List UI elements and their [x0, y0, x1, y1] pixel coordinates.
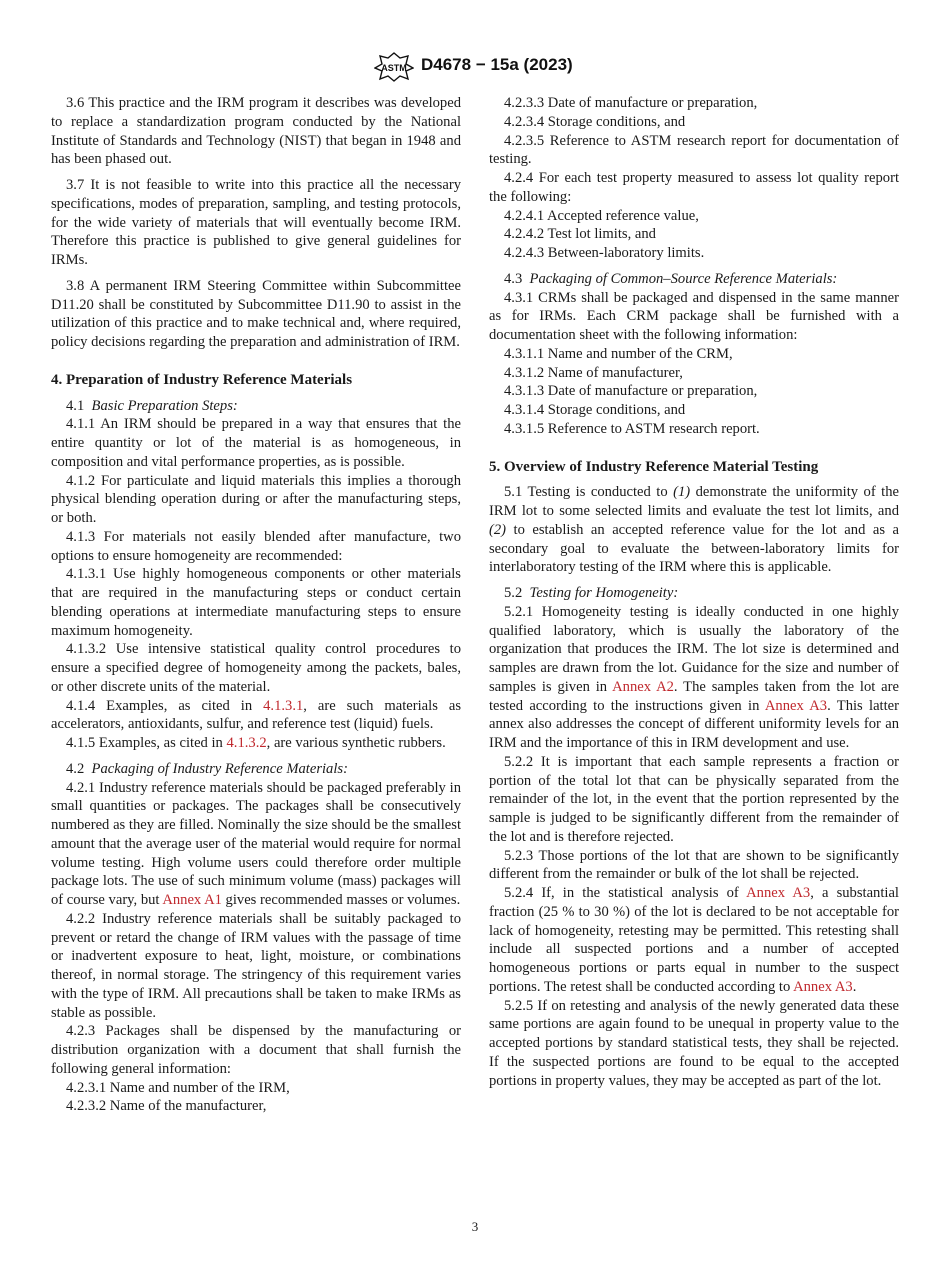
- paragraph-4-1-5: 4.1.5 Examples, as cited in 4.1.3.2, are various synthetic rubbers.: [66, 735, 446, 751]
- document-designation: D4678 − 15a (2023): [421, 55, 573, 74]
- paragraph-4-2-3: 4.2.3 Packages shall be dispensed by the manufacturing or distribution organization with a document that shall furnish the following general information:: [51, 1023, 461, 1077]
- page-number: 3: [471, 1219, 479, 1234]
- paragraph-4-3-1-4: 4.3.1.4 Storage conditions, and: [504, 402, 686, 418]
- paragraph-4-1-3: 4.1.3 For materials not easily blended after manufacture, two options to ensure homogeneity are recommended:: [51, 528, 461, 564]
- paragraph-4-2-3-5: 4.2.3.5 Reference to ASTM research report for documentation of testing.: [489, 132, 899, 168]
- paragraph-4-1-3-1: 4.1.3.1 Use highly homogeneous components or other materials that are required in the manufacturing steps or conduct certain blending operations at intermediate manufacturing steps to ensure maximum homogeneity.: [51, 566, 461, 639]
- paragraph-4-1-4: 4.1.4 Examples, as cited in 4.1.3.1, are such materials as accelerators, antioxidants, sulfur, and reference test (liquid) fuels.: [51, 697, 462, 733]
- paragraph-4-2-4-2: 4.2.4.2 Test lot limits, and: [504, 226, 656, 243]
- paragraph-4-2-3-3: 4.2.3.3 Date of manufacture or preparation,: [504, 95, 758, 111]
- paragraph-4-2-4: 4.2.4 For each test property measured to assess lot quality report the following:: [489, 170, 899, 205]
- link-annex-a1[interactable]: Annex A1: [162, 892, 222, 908]
- paragraph-5-2-2: 5.2.2 It is important that each sample represents a fraction or portion of the total lot that can be physically separated from the remainder of the lot, in the event that the portion represented by the sample is judged to be significantly different from the remainder of the lot and is therefore rejected.: [489, 753, 899, 845]
- paragraph-4-2-3-2: 4.2.3.2 Name of the manufacturer,: [66, 1098, 267, 1115]
- paragraph-4-1-1: 4.1.1 An IRM should be prepared in a way that ensures that the entire quantity or lot of the material is as homogeneous, in composition and vital performance properties, as is possible.: [51, 416, 461, 470]
- section-5-heading: 5. Overview of Industry Reference Material Testing: [489, 458, 819, 475]
- paragraph-4-2: 4.2 Packaging of Industry Reference Materials:: [66, 760, 348, 777]
- paragraph-5-2-3: 5.2.3 Those portions of the lot that are shown to be significantly different from the remainder or bulk of the lot shall be rejected.: [489, 847, 899, 883]
- section-4-heading: 4. Preparation of Industry Reference Materials: [51, 371, 353, 388]
- paragraph-4-3: 4.3 Packaging of Common–Source Reference Materials:: [504, 270, 838, 287]
- right-column: [489, 94, 899, 1090]
- paragraph-4-2-3-1: 4.2.3.1 Name and number of the IRM,: [66, 1079, 290, 1096]
- link-annex-a3[interactable]: Annex A3: [764, 697, 828, 714]
- paragraph-4-2-4-1: 4.2.4.1 Accepted reference value,: [504, 207, 699, 224]
- paragraph-4-3-1-2: 4.3.1.2 Name of manufacturer,: [504, 364, 683, 381]
- paragraph-4-1-3-2: 4.1.3.2 Use intensive statistical quality control procedures to ensure a specified degree of homogeneity among the packets, bales, or other discrete units of the material.: [51, 641, 461, 695]
- page-header: [0, 52, 950, 86]
- paragraph-4-1-2: 4.1.2 For particulate and liquid materials this implies a thorough physical blending operation during or after the manufacturing steps, or both.: [51, 472, 461, 526]
- paragraph-5-2-1: 5.2.1 Homogeneity testing is ideally conducted in one highly qualified laboratory, which is usually the laboratory of the organization that produces the IRM. The lot size is determined and samples are drawn from the lot. Guidance for the size and number of samples is given in Annex A2. The samples taken from the lot are tested according to the instructions given in Annex A3. This latter annex also addresses the concept of different uniformity levels for an IRM and the importance of this in IRM development and use.: [489, 603, 899, 751]
- left-column: [51, 94, 461, 1116]
- paragraph-4-1: 4.1 Basic Preparation Steps:: [66, 397, 238, 414]
- link-annex-a3[interactable]: Annex A3: [793, 978, 853, 995]
- link-annex-a3[interactable]: Annex A3: [746, 885, 811, 901]
- paragraph-3-8: 3.8 A permanent IRM Steering Committee within Subcommittee D11.20 shall be constituted by Subcommittee D11.90 to assist in the utilization of this practice and to make technical and, where required, policy decisions regarding the preparation and administration of IRM.: [51, 277, 461, 350]
- paragraph-3-7: 3.7 It is not feasible to write into this practice all the necessary specifications, modes of preparation, sampling, and testing protocols, for the wide variety of materials that will eventually become IRM. Therefore this practice is published to give general guidelines for IRMs.: [51, 177, 461, 268]
- paragraph-5-1: 5.1 Testing is conducted to (1) demonstrate the uniformity of the IRM lot to some selected limits and evaluate the test lot limits, and (2) to establish an accepted reference value for the lot and as a secondary goal to evaluate the between-laboratory limits for interlaboratory testing of the IRM where this is applicable.: [489, 484, 899, 576]
- logo-text: ASTM: [381, 63, 407, 73]
- link-4-1-3-2[interactable]: 4.1.3.2: [226, 735, 267, 751]
- astm-logo-icon: [374, 52, 414, 82]
- link-4-1-3-1[interactable]: 4.1.3.1: [263, 697, 304, 714]
- paragraph-4-2-3-4: 4.2.3.4 Storage conditions, and: [504, 113, 686, 130]
- paragraph-4-3-1-1: 4.3.1.1 Name and number of the CRM,: [504, 345, 733, 362]
- paragraph-4-2-1: 4.2.1 Industry reference materials should be packaged preferably in small quantities or packages. The packages shall be consecutively numbered as they are filled. Nominally the size should be the smallest amount that the average user of the material would require for normal volume testing. High volume users could therefore order multiple package lots. The use of such minimum volume (mass) packages will of course vary, but Annex A1 gives recommended masses or volumes.: [51, 779, 461, 908]
- paragraph-5-2: 5.2 Testing for Homogeneity:: [504, 585, 679, 601]
- paragraph-4-2-4-3: 4.2.4.3 Between-laboratory limits.: [504, 245, 705, 261]
- paragraph-5-2-5: 5.2.5 If on retesting and analysis of the newly generated data these same portions are again found to be unequal in property value to the accepted portions by standard statistical tests, they shall be rejected. If the suspected portions are found to be equal to the accepted portions in property values, they may be accepted as part of the lot.: [489, 997, 899, 1089]
- paragraph-3-6: 3.6 This practice and the IRM program it describes was developed to replace a standardization program conducted by the National Institute of Standards and Technology (NIST) that began in 1948 and has been phased out.: [51, 95, 461, 168]
- paragraph-4-3-1-3: 4.3.1.3 Date of manufacture or preparation,: [504, 383, 758, 400]
- paragraph-5-2-4: 5.2.4 If, in the statistical analysis of Annex A3, a substantial fraction (25 % to 30 %) of the lot is declared to be not acceptable for lack of homogeneity, retesting may be permitted. This retesting shall include all suspected portions and a number of accepted homogeneous portions or parts equal in number to the suspect portions. The retest shall be conducted according to Annex A3.: [489, 885, 899, 995]
- paragraph-4-3-1-5: 4.3.1.5 Reference to ASTM research report.: [504, 420, 760, 437]
- link-annex-a2[interactable]: Annex A2: [612, 678, 674, 695]
- paragraph-4-3-1: 4.3.1 CRMs shall be packaged and dispensed in the same manner as for IRMs. Each CRM package shall be furnished with a documentation sheet with the following information:: [489, 289, 899, 343]
- paragraph-4-2-2: 4.2.2 Industry reference materials shall be suitably packaged to prevent or retard the change of IRM values with the passage of time or inadvertent exposure to heat, light, moisture, or combinations thereof, in normal storage. The stringency of this requirement varies with the type of IRM. All precautions shall be taken to make IRMs as stable as possible.: [51, 910, 461, 1021]
